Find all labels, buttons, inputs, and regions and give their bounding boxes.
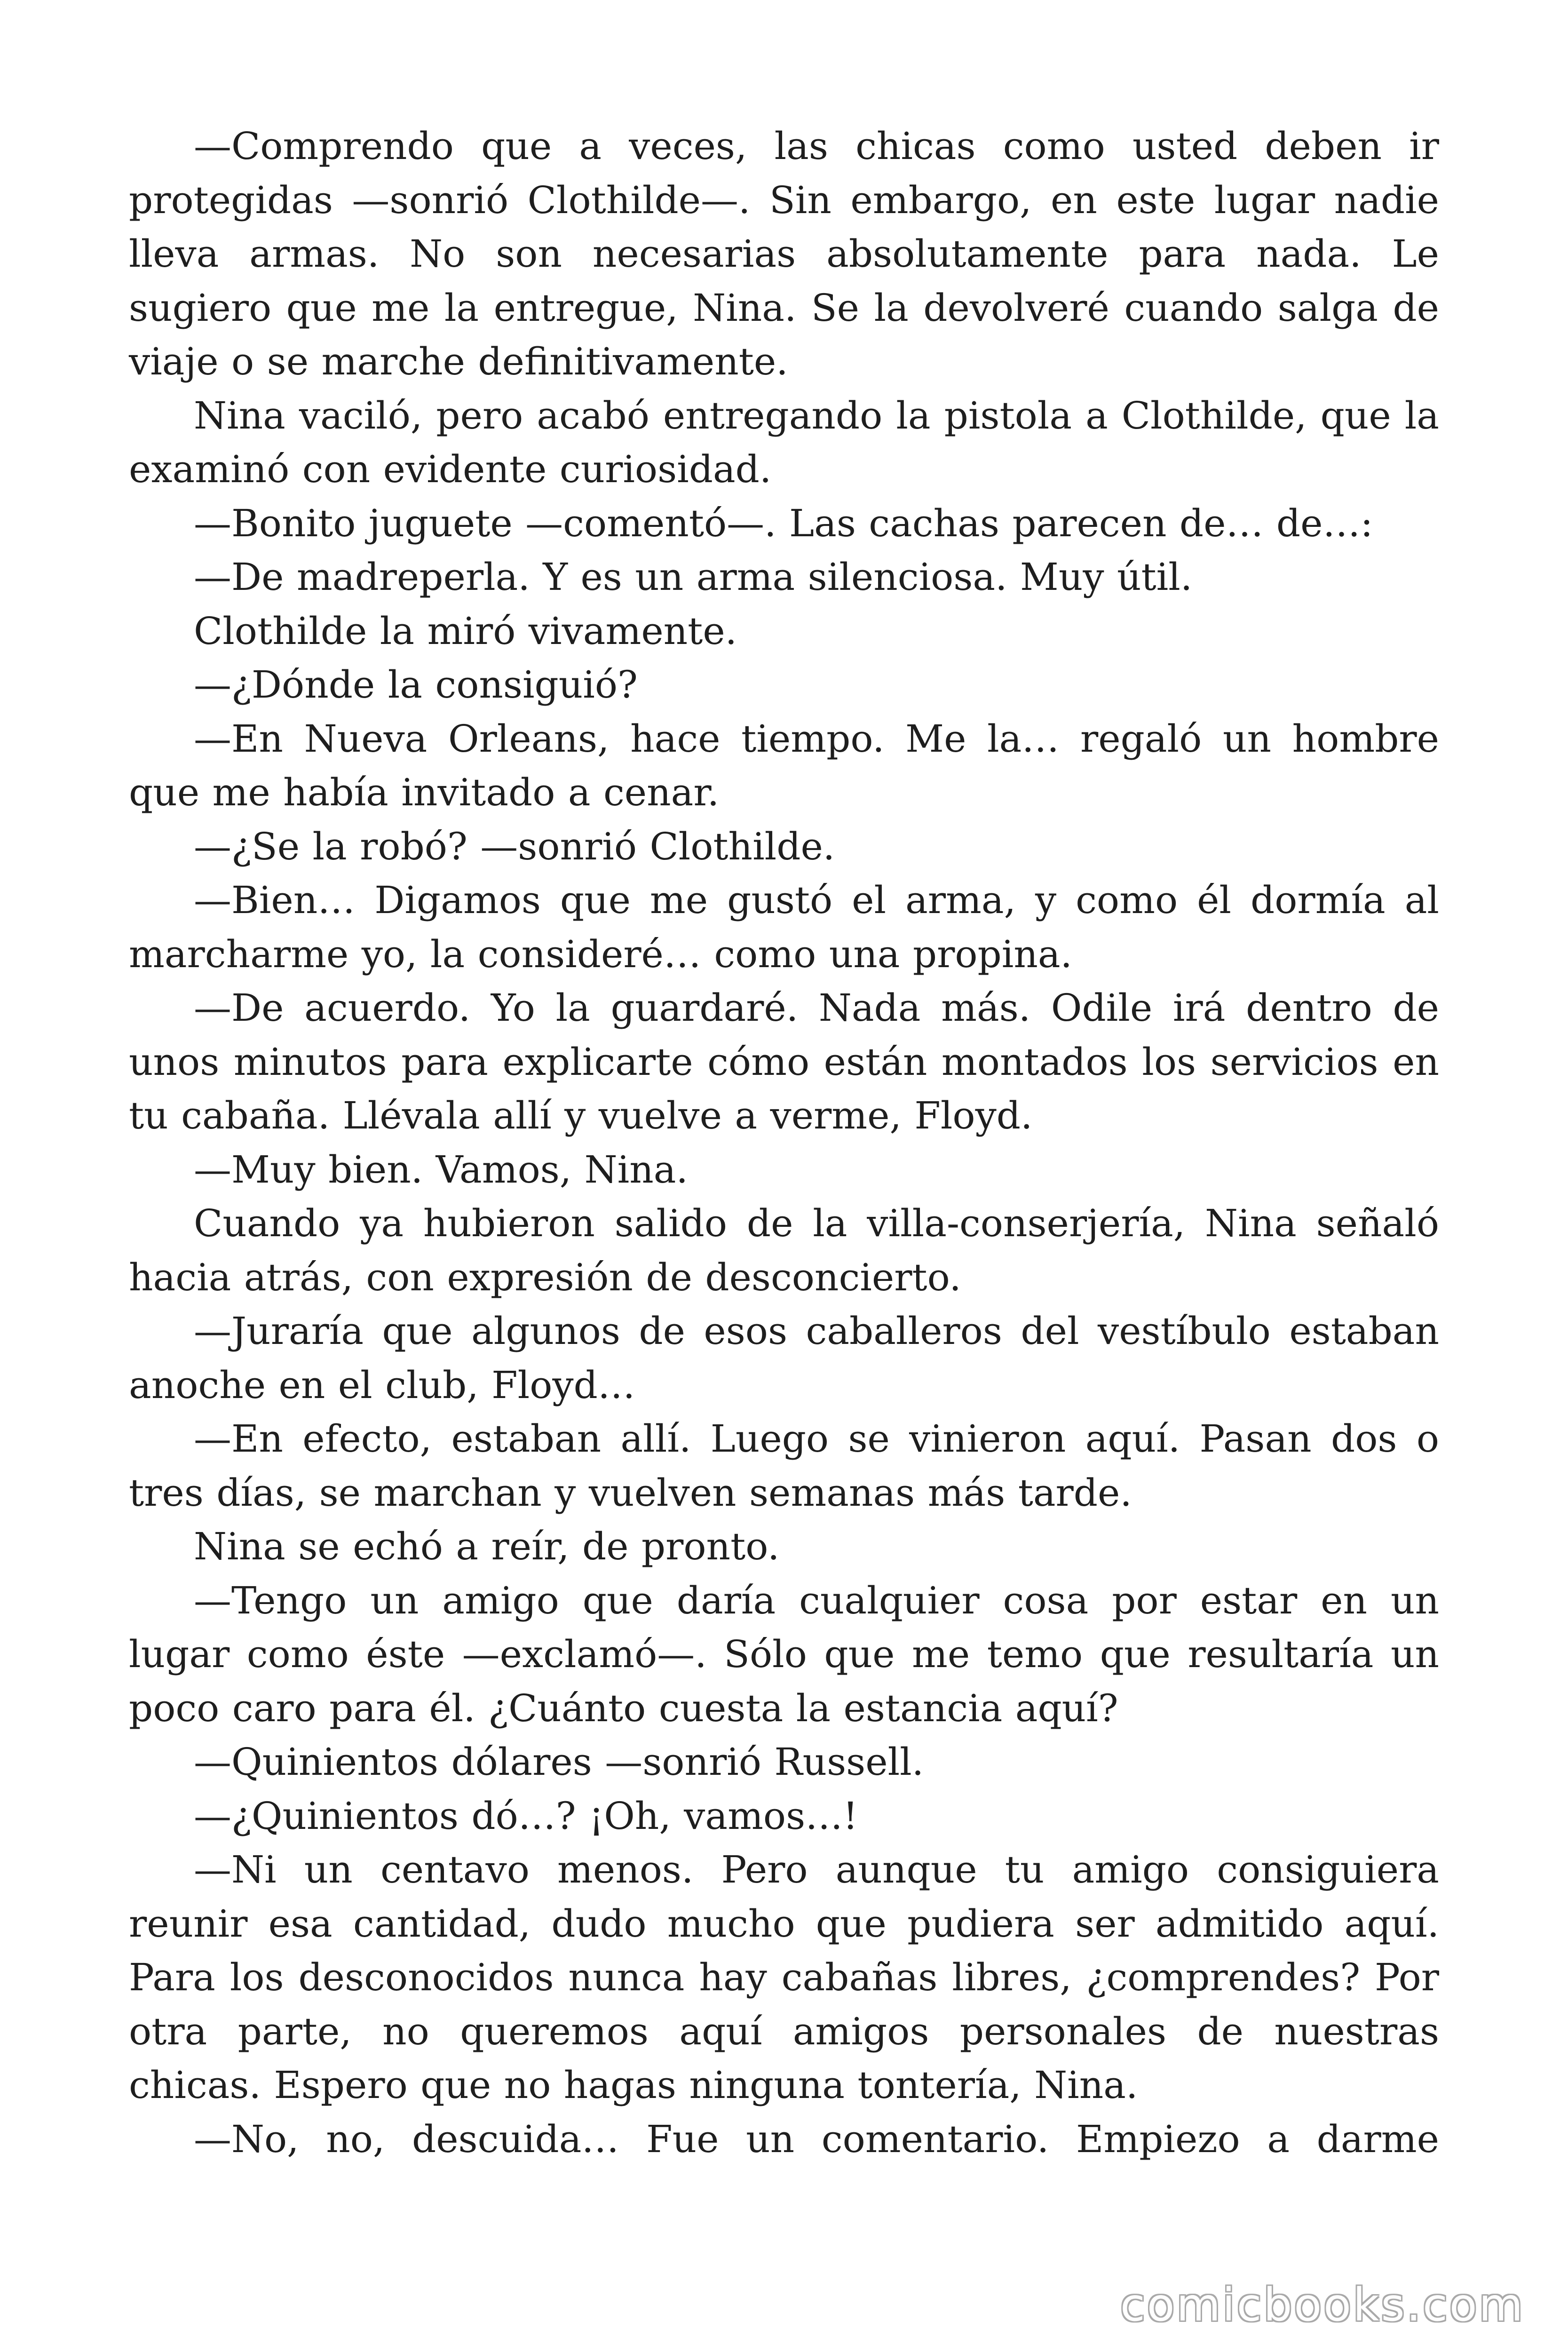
paragraph: —No, no, descuida… Fue un comentario. Empiezo a darme — [194, 2117, 1439, 2161]
paragraph: —En efecto, estaban allí. Luego se vinieron aquí. Pasan dos o tres días, se marchan y vuelven semanas más tarde. — [129, 1417, 1439, 1515]
paragraph: —Tengo un amigo que daría cualquier cosa por estar en un lugar como éste —exclamó—. Sólo que me temo que resultaría un poco caro para él. ¿Cuánto cuesta la estancia aquí? — [129, 1578, 1439, 1730]
paragraph: Cuando ya hubieron salido de la villa-conserjería, Nina señaló hacia atrás, con expresión de desconcierto. — [129, 1201, 1439, 1299]
paragraph: Nina se echó a reír, de pronto. — [194, 1525, 780, 1568]
paragraph: Nina vaciló, pero acabó entregando la pistola a Clothilde, que la examinó con evidente curiosidad. — [129, 393, 1439, 491]
paragraph: —Bonito juguete —comentó—. Las cachas parecen de… de…: — [194, 501, 1373, 545]
paragraph: —Muy bien. Vamos, Nina. — [194, 1147, 688, 1192]
paragraph: —Ni un centavo menos. Pero aunque tu amigo consiguiera reunir esa cantidad, dudo mucho que pudiera ser admitido aquí. Para los desconocidos nunca hay cabañas libres, ¿comprendes? Por otra parte, no queremos aquí amigos personales de nuestras chicas. Espero que no hagas ninguna tontería, Nina. — [129, 1848, 1439, 2107]
paragraph: —De madreperla. Y es un arma silenciosa. Muy útil. — [194, 555, 1193, 599]
paragraph: —¿Dónde la consiguió? — [194, 663, 638, 707]
paragraph: —Juraría que algunos de esos caballeros del vestíbulo estaban anoche en el club, Floyd… — [129, 1309, 1439, 1407]
watermark: comicbooks.com — [1120, 2279, 1525, 2331]
paragraph: —Comprendo que a veces, las chicas como usted deben ir protegidas —sonrió Clothilde—. Sin embargo, en este lugar nadie lleva armas. No son necesarias absolutamente para nada. Le sugiero que me la entregue, Nina. Se la devolveré cuando salga de viaje o se marche definitivamente. — [129, 124, 1439, 383]
paragraph: —¿Quinientos dó…? ¡Oh, vamos…! — [194, 1794, 858, 1838]
paragraph: —Bien… Digamos que me gustó el arma, y como él dormía al marcharme yo, la consideré… como una propina. — [129, 878, 1439, 976]
paragraph: —De acuerdo. Yo la guardaré. Nada más. Odile irá dentro de unos minutos para explicarte cómo están montados los servicios en tu cabaña. Llévala allí y vuelve a verme, Floyd. — [129, 986, 1439, 1137]
paragraph: —¿Se la robó? —sonrió Clothilde. — [194, 824, 835, 868]
body-text — [129, 119, 1439, 2166]
paragraph: —Quinientos dólares —sonrió Russell. — [194, 1740, 924, 1784]
paragraph: —En Nueva Orleans, hace tiempo. Me la… regaló un hombre que me había invitado a cenar. — [129, 716, 1439, 814]
paragraph: Clothilde la miró vivamente. — [194, 609, 737, 653]
